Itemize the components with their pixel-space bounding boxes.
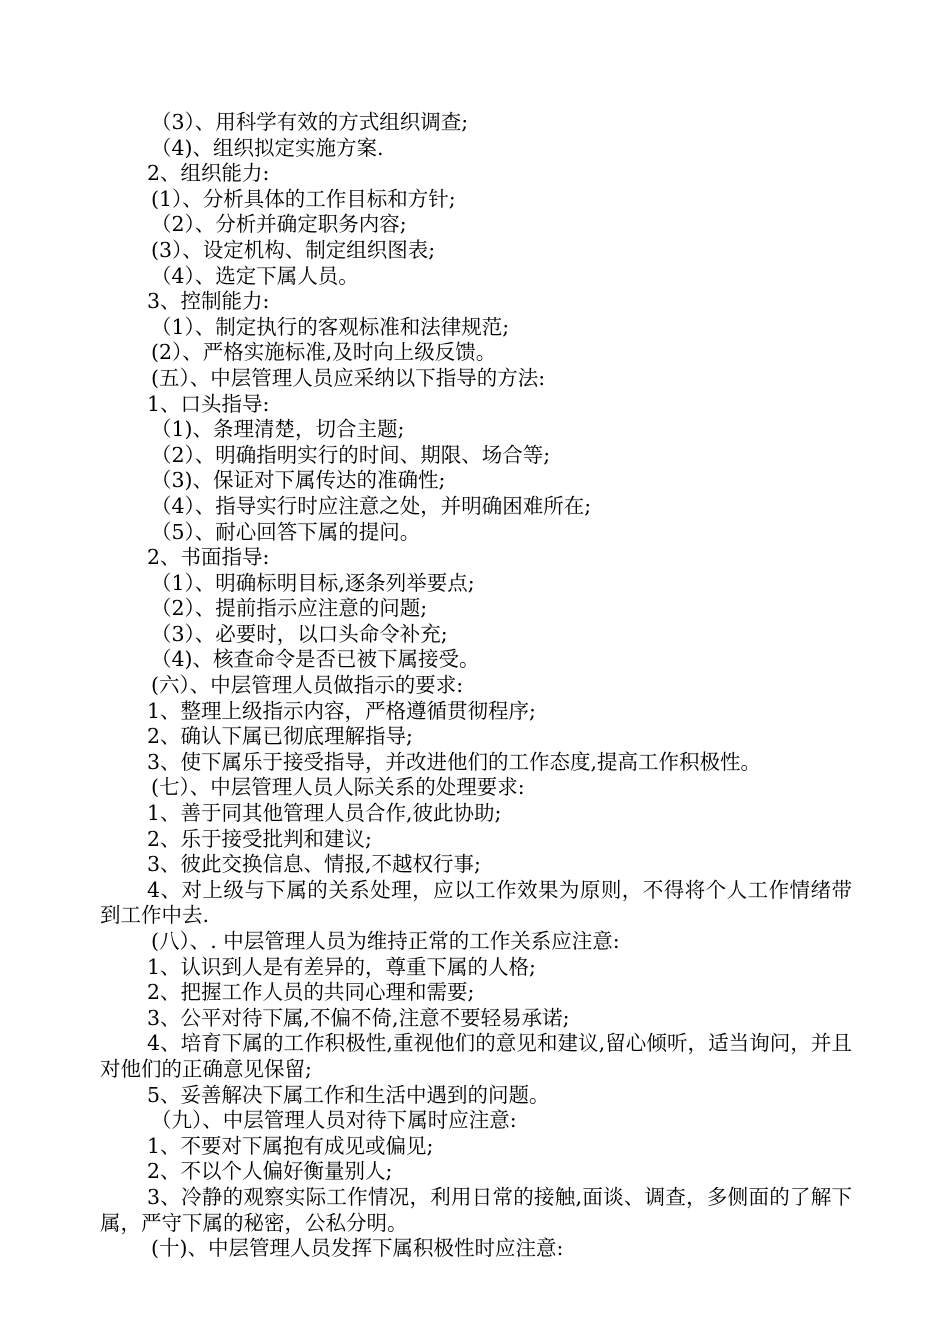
numbered-item: 3、控制能力: [147,289,270,314]
numbered-item: 2、乐于接受批判和建议; [147,826,372,851]
list-item: (3）、设定机构、制定组织图表; [151,237,436,262]
section-heading: (六）、中层管理人员做指示的要求: [151,673,464,698]
numbered-item: 3、使下属乐于接受指导，并改进他们的工作态度,提高工作积极性。 [147,749,762,774]
section-heading: (七）、中层管理人员人际关系的处理要求: [151,775,525,800]
list-item: （5）、耐心回答下属的提问。 [151,519,421,544]
list-item: （1)、条理清楚，切合主题; [151,417,405,442]
document-body [100,110,852,1262]
numbered-item: 1、善于同其他管理人员合作,彼此协助; [147,801,502,826]
numbered-item: 2、书面指导: [147,545,270,570]
numbered-item: 3、公平对待下属,不偏不倚,注意不要轻易承诺; [147,1005,570,1030]
list-item: （4）、指导实行时应注意之处，并明确困难所在; [151,493,592,518]
numbered-item: 2、组织能力: [147,161,270,186]
list-item: （4)、组织拟定实施方案. [151,135,384,160]
list-item: （1）、制定执行的客观标准和法律规范; [151,314,510,339]
numbered-item: 1、口头指导: [147,391,270,416]
list-item: （3)、保证对下属传达的准确性; [151,468,446,493]
numbered-item: 1、不要对下属抱有成见或偏见; [147,1133,434,1158]
list-item: （2）、分析并确定职务内容; [151,212,407,237]
section-heading: (八）、. 中层管理人员为维持正常的工作关系应注意: [151,929,620,953]
paragraph: 4、对上级与下属的关系处理，应以工作效果为原则，不得将个人工作情绪带到工作中去. [100,877,852,928]
section-heading: (五）、中层管理人员应采纳以下指导的方法: [151,365,546,390]
numbered-item: 2、不以个人偏好衡量别人; [147,1159,393,1184]
list-item: （2）、明确指明实行的时间、期限、场合等; [151,442,551,467]
list-item: （2）、提前指示应注意的问题; [151,596,428,621]
numbered-item: 2、确认下属已彻底理解指导; [147,724,413,749]
section-heading: （九）、中层管理人员对待下属时应注意: [151,1108,517,1133]
list-item: （1）、明确标明目标,逐条列举要点; [151,570,475,595]
numbered-item: 2、把握工作人员的共同心理和需要; [147,980,475,1005]
paragraph: 3、冷静的观察实际工作情况，利用日常的接触,面谈、调查，多侧面的了解下属，严守下属的秘密，公私分明。 [100,1184,852,1235]
numbered-item: 1、认识到人是有差异的，尊重下属的人格; [147,954,536,979]
list-item: (2）、严格实施标准,及时向上级反馈。 [151,340,497,365]
list-item: （3）、用科学有效的方式组织调查; [151,110,469,134]
list-item: （3）、必要时，以口头命令补充; [151,621,448,646]
numbered-item: 3、彼此交换信息、情报,不越权行事; [147,852,481,877]
list-item: (1）、分析具体的工作目标和方针; [151,186,456,211]
list-item: （4）、选定下属人员。 [151,263,359,288]
list-item: （4)、核查命令是否已被下属接受。 [151,647,480,672]
paragraph: 4、培育下属的工作积极性,重视他们的意见和建议,留心倾听，适当询问，并且对他们的正确意见保留; [100,1031,852,1081]
numbered-item: 5、妥善解决下属工作和生活中遇到的问题。 [147,1082,550,1107]
numbered-item: 1、整理上级指示内容，严格遵循贯彻程序; [147,698,536,723]
section-heading: (十)、中层管理人员发挥下属积极性时应注意: [151,1236,564,1261]
